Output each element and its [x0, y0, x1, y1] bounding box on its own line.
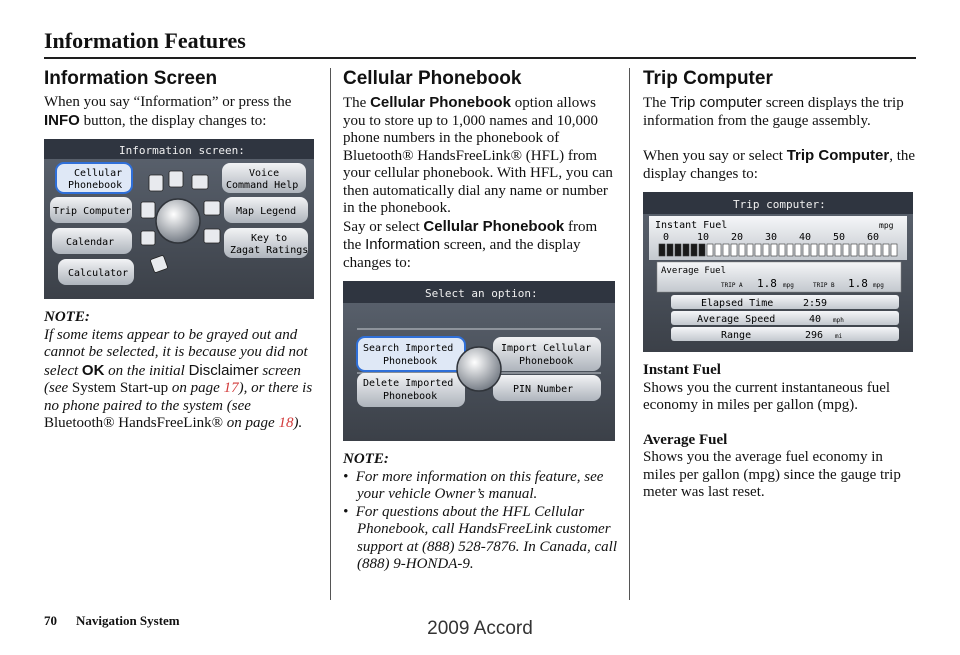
page-number: 70	[44, 613, 57, 628]
screen-title: Trip computer:	[733, 198, 826, 211]
svg-text:mpg: mpg	[783, 282, 794, 289]
trip-icon	[141, 202, 155, 218]
svg-text:Average Speed: Average Speed	[697, 314, 776, 325]
gauge-segment	[795, 244, 801, 256]
svg-text:Calculator: Calculator	[68, 268, 129, 279]
scale-tick-label: 30	[765, 232, 778, 243]
gauge-segment	[659, 244, 665, 256]
section-heading-information-screen: Information Screen	[44, 68, 218, 89]
average-fuel-text: Shows you the average fuel economy in miles per gallon (mpg) since the gauge trip meter was last reset.	[643, 449, 901, 500]
svg-text:mi: mi	[835, 333, 843, 340]
zagat-icon	[204, 229, 220, 243]
gauge-segment	[827, 244, 833, 256]
svg-text:TRIP A: TRIP A	[721, 282, 743, 289]
instant-fuel-text: Shows you the current instantaneous fuel economy in miles per gallon (mpg).	[643, 379, 891, 413]
scale-tick-label: 40	[799, 232, 812, 243]
section-heading-cellular-phonebook: Cellular Phonebook	[343, 68, 522, 89]
gauge-segment	[891, 244, 897, 256]
gauge-segment	[787, 244, 793, 256]
column-divider-2	[629, 68, 630, 600]
scale-tick-label: 20	[731, 232, 744, 243]
gauge-segment	[683, 244, 689, 256]
screen-title: Select an option:	[425, 287, 538, 300]
title-rule	[44, 57, 916, 59]
trip-computer-screen-image	[643, 192, 913, 352]
svg-text:296: 296	[805, 330, 824, 341]
average-fuel-heading: Average Fuel	[643, 431, 728, 448]
control-knob	[457, 347, 501, 391]
gauge-segment	[699, 244, 705, 256]
svg-text:Key to: Key to	[251, 233, 288, 244]
scale-tick-label: 0	[663, 232, 670, 243]
gauge-segment	[691, 244, 697, 256]
svg-text:Elapsed Time: Elapsed Time	[701, 298, 774, 309]
svg-text:Cellular: Cellular	[74, 168, 123, 179]
gauge-segment	[883, 244, 889, 256]
range-row	[671, 327, 899, 341]
svg-text:Phonebook: Phonebook	[383, 356, 438, 367]
note-label: NOTE:	[44, 309, 90, 325]
page-title: Information Features	[44, 28, 246, 53]
trip-computer-intro: The Trip computer screen displays the trip information from the gauge assembly.	[643, 94, 904, 129]
book-icon	[192, 175, 208, 189]
gauge-segment	[667, 244, 673, 256]
column-cellular-phonebook	[343, 68, 618, 574]
gauge-segment	[707, 244, 713, 256]
gauge-segment	[843, 244, 849, 256]
svg-text:1.8: 1.8	[757, 277, 777, 290]
gauge-segment	[819, 244, 825, 256]
information-screen-image	[44, 139, 314, 299]
svg-text:Trip Computer: Trip Computer	[53, 206, 132, 217]
svg-text:PIN Number: PIN Number	[513, 384, 574, 395]
watermark: 2009 Accord	[427, 618, 533, 639]
note-label: NOTE:	[343, 451, 389, 467]
map-legend-icon	[204, 201, 220, 215]
phonebook-icon	[149, 175, 163, 191]
gauge-segment	[867, 244, 873, 256]
gauge-segment	[771, 244, 777, 256]
gauge-segment	[755, 244, 761, 256]
gauge-segment	[875, 244, 881, 256]
trip-computer-select-text: When you say or select Trip Computer, the display changes to:	[643, 147, 916, 182]
svg-text:Zagat Ratings: Zagat Ratings	[230, 245, 309, 256]
svg-text:Calendar: Calendar	[66, 237, 115, 248]
gauge-segment	[723, 244, 729, 256]
gauge-segment	[715, 244, 721, 256]
information-intro-text: When you say “Information” or press the INFO button, the display changes to:	[44, 94, 292, 129]
svg-text:mpg: mpg	[879, 221, 894, 230]
scale-tick-label: 60	[867, 232, 880, 243]
control-knob	[156, 199, 200, 243]
gauge-segment	[779, 244, 785, 256]
scale-tick-label: 50	[833, 232, 846, 243]
svg-text:Average Fuel: Average Fuel	[661, 266, 727, 276]
gauge-segment	[739, 244, 745, 256]
svg-text:1.8: 1.8	[848, 277, 868, 290]
svg-text:Delete Imported: Delete Imported	[363, 378, 454, 389]
gauge-segment	[811, 244, 817, 256]
svg-text:Instant Fuel: Instant Fuel	[655, 220, 728, 231]
svg-text:2:59: 2:59	[803, 298, 828, 309]
svg-text:Phonebook: Phonebook	[383, 391, 438, 402]
page-18-link[interactable]: 18	[278, 415, 294, 431]
gauge-segment	[859, 244, 865, 256]
gauge-segment	[803, 244, 809, 256]
svg-text:mpg: mpg	[873, 282, 884, 289]
gauge-segment	[747, 244, 753, 256]
ok-label: OK	[81, 361, 105, 379]
note-text: If some items appear to be grayed out and cannot be selected, it is because you did not select OK on the initial Disclaimer screen (see System Start-up on page 17), or there is no phone paired to the system (see Bluetooth® HandsFreeLink® on page 18).	[44, 326, 313, 431]
phonebook-screen-image	[343, 281, 615, 441]
svg-text:Import Cellular: Import Cellular	[501, 343, 592, 354]
note-bullet-2: • For questions about the HFL Cellular Phonebook, call HandsFreeLink customer support at (888) 528-7876. In Canada, call (888) 9-HONDA-9.	[343, 503, 617, 572]
section-heading-trip-computer: Trip Computer	[643, 68, 773, 89]
footer-title: Navigation System	[76, 613, 180, 628]
svg-text:Map Legend: Map Legend	[236, 206, 297, 217]
calendar-icon	[141, 231, 155, 245]
gauge-segment	[675, 244, 681, 256]
gauge-segment	[731, 244, 737, 256]
svg-text:40: 40	[809, 314, 822, 325]
info-button-label: INFO	[44, 111, 80, 129]
screen-title: Information screen:	[119, 144, 245, 157]
voice-icon	[169, 171, 183, 187]
column-information-screen	[44, 68, 322, 433]
svg-text:Voice: Voice	[249, 168, 280, 179]
gauge-segment	[763, 244, 769, 256]
page-17-link[interactable]: 17	[223, 380, 239, 396]
disclaimer-label: Disclaimer	[188, 361, 259, 379]
svg-text:Command Help: Command Help	[226, 180, 299, 191]
svg-text:TRIP B: TRIP B	[813, 282, 835, 289]
note-bullet-1: • For more information on this feature, see your vehicle Owner’s manual.	[343, 468, 604, 502]
gauge-segment	[851, 244, 857, 256]
scale-tick-label: 10	[697, 232, 710, 243]
gauge-segment	[835, 244, 841, 256]
instant-fuel-heading: Instant Fuel	[643, 362, 721, 378]
column-trip-computer	[643, 68, 918, 502]
svg-text:Search Imported: Search Imported	[363, 343, 454, 354]
svg-text:Range: Range	[721, 330, 752, 341]
svg-text:Phonebook: Phonebook	[519, 356, 574, 367]
column-divider-1	[330, 68, 331, 600]
cellular-phonebook-text: The Cellular Phonebook option allows you to store up to 1,000 names and 10,000 phone numbers in the phonebook of Bluetooth® HandsFreeLink® (HFL) from your cellular phonebook. With HFL, you can then automatically dial any name or number in the phonebook. Say or select Cellular Phonebook from the Information screen, and the display changes to:	[343, 94, 613, 271]
svg-text:Phonebook: Phonebook	[68, 180, 123, 191]
svg-text:mph: mph	[833, 317, 844, 324]
